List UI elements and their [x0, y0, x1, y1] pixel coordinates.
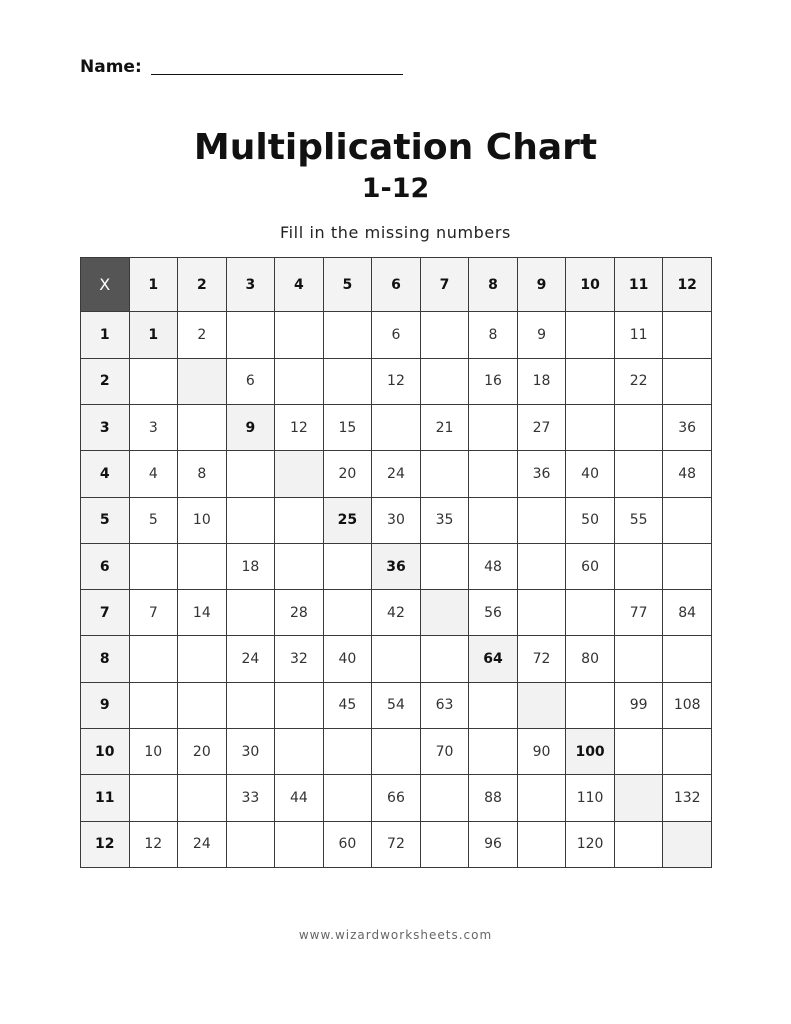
column-header: 5 — [323, 258, 372, 312]
table-row — [81, 497, 712, 543]
answer-cell[interactable] — [226, 590, 275, 636]
answer-cell[interactable] — [469, 405, 518, 451]
value-cell: 12 — [372, 358, 421, 404]
answer-cell[interactable] — [226, 821, 275, 867]
value-cell: 60 — [323, 821, 372, 867]
row-header: 5 — [81, 497, 130, 543]
worksheet-title: Multiplication Chart — [193, 127, 598, 168]
answer-cell[interactable] — [323, 543, 372, 589]
diagonal-cell: 25 — [323, 497, 372, 543]
answer-cell[interactable] — [420, 312, 469, 358]
value-cell: 10 — [129, 728, 178, 774]
value-cell: 30 — [226, 728, 275, 774]
answer-cell[interactable] — [129, 636, 178, 682]
answer-cell[interactable] — [275, 497, 324, 543]
answer-cell[interactable] — [517, 497, 566, 543]
value-cell: 108 — [663, 682, 712, 728]
value-cell: 42 — [372, 590, 421, 636]
row-header: 8 — [81, 636, 130, 682]
value-cell: 6 — [226, 358, 275, 404]
row-header: 10 — [81, 728, 130, 774]
value-cell: 44 — [275, 775, 324, 821]
answer-cell[interactable] — [226, 682, 275, 728]
answer-cell[interactable] — [420, 821, 469, 867]
value-cell: 12 — [275, 405, 324, 451]
value-cell: 10 — [178, 497, 227, 543]
column-header: 1 — [129, 258, 178, 312]
answer-cell[interactable] — [275, 312, 324, 358]
answer-cell[interactable] — [420, 358, 469, 404]
column-header: 2 — [178, 258, 227, 312]
worksheet-instruction: Fill in the missing numbers — [280, 223, 511, 242]
answer-cell[interactable] — [323, 775, 372, 821]
answer-cell[interactable] — [517, 821, 566, 867]
value-cell: 40 — [323, 636, 372, 682]
value-cell: 16 — [469, 358, 518, 404]
value-cell: 24 — [372, 451, 421, 497]
table-row — [81, 543, 712, 589]
row-header: 7 — [81, 590, 130, 636]
answer-cell[interactable] — [614, 405, 663, 451]
value-cell: 5 — [129, 497, 178, 543]
row-header: 9 — [81, 682, 130, 728]
answer-cell[interactable] — [566, 590, 615, 636]
column-header: 3 — [226, 258, 275, 312]
answer-cell[interactable] — [517, 590, 566, 636]
answer-cell[interactable] — [614, 821, 663, 867]
answer-cell[interactable] — [420, 543, 469, 589]
column-header: 4 — [275, 258, 324, 312]
value-cell: 48 — [663, 451, 712, 497]
answer-cell[interactable] — [420, 451, 469, 497]
row-header: 1 — [81, 312, 130, 358]
diagonal-cell: 64 — [469, 636, 518, 682]
answer-cell[interactable] — [469, 728, 518, 774]
answer-cell[interactable] — [420, 636, 469, 682]
row-header: 12 — [81, 821, 130, 867]
answer-cell[interactable] — [469, 682, 518, 728]
diagonal-cell: 100 — [566, 728, 615, 774]
answer-cell[interactable] — [663, 497, 712, 543]
value-cell: 27 — [517, 405, 566, 451]
table-row — [81, 682, 712, 728]
multiplication-table — [80, 257, 712, 868]
value-cell: 132 — [663, 775, 712, 821]
diagonal-cell[interactable] — [178, 358, 227, 404]
value-cell: 66 — [372, 775, 421, 821]
answer-cell[interactable] — [663, 728, 712, 774]
value-cell: 45 — [323, 682, 372, 728]
diagonal-cell[interactable] — [275, 451, 324, 497]
value-cell: 110 — [566, 775, 615, 821]
answer-cell[interactable] — [323, 358, 372, 404]
value-cell: 70 — [420, 728, 469, 774]
table-row — [81, 405, 712, 451]
answer-cell[interactable] — [178, 682, 227, 728]
table-row — [81, 358, 712, 404]
column-header: 11 — [614, 258, 663, 312]
answer-cell[interactable] — [275, 728, 324, 774]
diagonal-cell[interactable] — [614, 775, 663, 821]
answer-cell[interactable] — [323, 728, 372, 774]
table-row — [81, 775, 712, 821]
answer-cell[interactable] — [178, 543, 227, 589]
answer-cell[interactable] — [372, 728, 421, 774]
value-cell: 18 — [517, 358, 566, 404]
value-cell: 18 — [226, 543, 275, 589]
answer-cell[interactable] — [275, 358, 324, 404]
column-header: 7 — [420, 258, 469, 312]
footer-url: www.wizardworksheets.com — [298, 928, 493, 942]
value-cell: 50 — [566, 497, 615, 543]
value-cell: 36 — [663, 405, 712, 451]
answer-cell[interactable] — [663, 312, 712, 358]
table-row — [81, 312, 712, 358]
answer-cell[interactable] — [178, 775, 227, 821]
answer-cell[interactable] — [275, 682, 324, 728]
value-cell: 72 — [372, 821, 421, 867]
value-cell: 35 — [420, 497, 469, 543]
corner-cell: X — [81, 258, 130, 312]
value-cell: 88 — [469, 775, 518, 821]
value-cell: 77 — [614, 590, 663, 636]
value-cell: 30 — [372, 497, 421, 543]
column-header: 9 — [517, 258, 566, 312]
value-cell: 20 — [178, 728, 227, 774]
value-cell: 33 — [226, 775, 275, 821]
answer-cell[interactable] — [372, 636, 421, 682]
column-header: 8 — [469, 258, 518, 312]
value-cell: 24 — [178, 821, 227, 867]
value-cell: 80 — [566, 636, 615, 682]
diagonal-cell: 36 — [372, 543, 421, 589]
header-row — [81, 258, 712, 312]
value-cell: 2 — [178, 312, 227, 358]
value-cell: 48 — [469, 543, 518, 589]
value-cell: 15 — [323, 405, 372, 451]
table-row — [81, 636, 712, 682]
row-header: 11 — [81, 775, 130, 821]
value-cell: 8 — [469, 312, 518, 358]
answer-cell[interactable] — [614, 451, 663, 497]
answer-cell[interactable] — [566, 358, 615, 404]
answer-cell[interactable] — [226, 312, 275, 358]
value-cell: 56 — [469, 590, 518, 636]
name-write-line[interactable] — [151, 74, 403, 75]
row-header: 6 — [81, 543, 130, 589]
answer-cell[interactable] — [178, 405, 227, 451]
value-cell: 55 — [614, 497, 663, 543]
answer-cell[interactable] — [129, 682, 178, 728]
table-row — [81, 728, 712, 774]
column-header: 12 — [663, 258, 712, 312]
answer-cell[interactable] — [566, 682, 615, 728]
answer-cell[interactable] — [226, 451, 275, 497]
answer-cell[interactable] — [323, 312, 372, 358]
answer-cell[interactable] — [178, 636, 227, 682]
answer-cell[interactable] — [469, 497, 518, 543]
answer-cell[interactable] — [226, 497, 275, 543]
answer-cell[interactable] — [372, 405, 421, 451]
value-cell: 32 — [275, 636, 324, 682]
name-label: Name: — [80, 57, 142, 77]
value-cell: 72 — [517, 636, 566, 682]
value-cell: 99 — [614, 682, 663, 728]
answer-cell[interactable] — [323, 590, 372, 636]
answer-cell[interactable] — [275, 821, 324, 867]
value-cell: 8 — [178, 451, 227, 497]
value-cell: 36 — [517, 451, 566, 497]
diagonal-cell: 9 — [226, 405, 275, 451]
answer-cell[interactable] — [517, 543, 566, 589]
value-cell: 28 — [275, 590, 324, 636]
answer-cell[interactable] — [663, 636, 712, 682]
answer-cell[interactable] — [663, 543, 712, 589]
row-header: 4 — [81, 451, 130, 497]
value-cell: 7 — [129, 590, 178, 636]
name-field-row — [80, 56, 403, 78]
answer-cell[interactable] — [566, 405, 615, 451]
answer-cell[interactable] — [275, 543, 324, 589]
answer-cell[interactable] — [420, 775, 469, 821]
value-cell: 20 — [323, 451, 372, 497]
answer-cell[interactable] — [517, 775, 566, 821]
answer-cell[interactable] — [129, 775, 178, 821]
value-cell: 6 — [372, 312, 421, 358]
value-cell: 14 — [178, 590, 227, 636]
diagonal-cell[interactable] — [663, 821, 712, 867]
value-cell: 24 — [226, 636, 275, 682]
value-cell: 3 — [129, 405, 178, 451]
value-cell: 21 — [420, 405, 469, 451]
answer-cell[interactable] — [614, 543, 663, 589]
diagonal-cell[interactable] — [517, 682, 566, 728]
value-cell: 9 — [517, 312, 566, 358]
value-cell: 22 — [614, 358, 663, 404]
value-cell: 96 — [469, 821, 518, 867]
answer-cell[interactable] — [663, 358, 712, 404]
answer-cell[interactable] — [566, 312, 615, 358]
table-row — [81, 451, 712, 497]
value-cell: 40 — [566, 451, 615, 497]
diagonal-cell[interactable] — [420, 590, 469, 636]
value-cell: 54 — [372, 682, 421, 728]
diagonal-cell: 1 — [129, 312, 178, 358]
answer-cell[interactable] — [129, 358, 178, 404]
answer-cell[interactable] — [469, 451, 518, 497]
worksheet-subtitle: 1-12 — [361, 173, 430, 204]
row-header: 3 — [81, 405, 130, 451]
value-cell: 12 — [129, 821, 178, 867]
value-cell: 84 — [663, 590, 712, 636]
value-cell: 11 — [614, 312, 663, 358]
answer-cell[interactable] — [129, 543, 178, 589]
value-cell: 63 — [420, 682, 469, 728]
table-row — [81, 590, 712, 636]
table-row — [81, 821, 712, 867]
column-header: 6 — [372, 258, 421, 312]
answer-cell[interactable] — [614, 728, 663, 774]
answer-cell[interactable] — [614, 636, 663, 682]
value-cell: 4 — [129, 451, 178, 497]
row-header: 2 — [81, 358, 130, 404]
value-cell: 120 — [566, 821, 615, 867]
value-cell: 60 — [566, 543, 615, 589]
column-header: 10 — [566, 258, 615, 312]
value-cell: 90 — [517, 728, 566, 774]
